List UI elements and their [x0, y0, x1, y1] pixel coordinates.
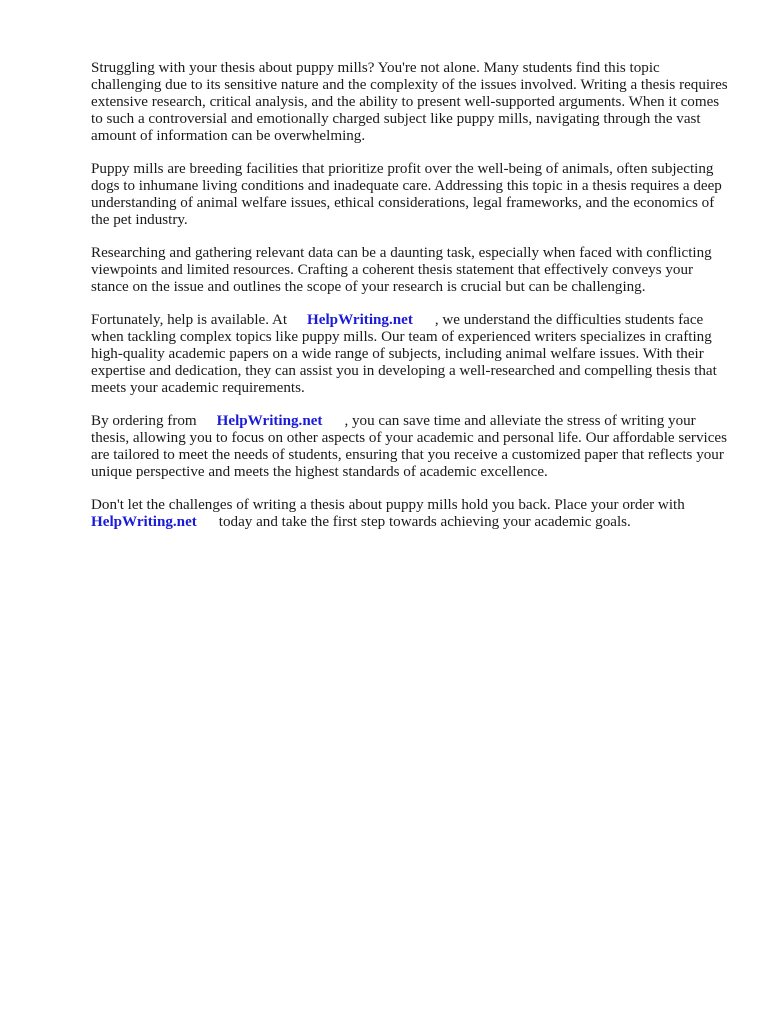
paragraph-closing-text-end: today and take the first step towards achieving your academic goals.	[218, 514, 631, 530]
paragraph-ordering	[91, 413, 731, 481]
paragraph-ordering-text-end: , you can save time and alleviate the stress of writing your thesis, allowing you to focus on other aspects of your academic and personal life. Our affordable services are tailored to meet the needs of students, ensuring that you receive a customized paper that reflects your unique perspective and meets the highest standards of academic excellence.	[91, 413, 727, 480]
helpwriting-link[interactable]: HelpWriting.net	[307, 312, 413, 328]
paragraph-closing-text-start: Don't let the challenges of writing a thesis about puppy mills hold you back. Place your order with	[91, 497, 685, 513]
document-body	[91, 60, 731, 547]
paragraph-help-text-end: , we understand the difficulties students face when tackling complex topics like puppy mills. Our team of experienced writers specializes in crafting high-quality academic papers on a wide range of subjects, including animal welfare issues. With their expertise and dedication, they can assist you in developing a well-researched and compelling thesis that meets your academic requirements.	[91, 312, 717, 396]
helpwriting-link[interactable]: HelpWriting.net	[91, 514, 197, 530]
paragraph-help-text-start: Fortunately, help is available. At	[91, 312, 288, 328]
paragraph-closing	[91, 497, 731, 531]
helpwriting-link[interactable]: HelpWriting.net	[216, 413, 323, 429]
paragraph-ordering-text-start: By ordering from	[91, 413, 197, 429]
paragraph-definition: Puppy mills are breeding facilities that prioritize profit over the well-being of animals, often subjecting dogs to inhumane living conditions and inadequate care. Addressing this topic in a thesis requires a deep understanding of animal welfare issues, ethical considerations, legal frameworks, and the economics of the pet industry.	[91, 161, 722, 228]
paragraph-research: Researching and gathering relevant data can be a daunting task, especially when faced with conflicting viewpoints and limited resources. Crafting a coherent thesis statement that effectively conveys your stance on the issue and outlines the scope of your research is crucial but can be challenging.	[91, 245, 712, 295]
paragraph-intro: Struggling with your thesis about puppy mills? You're not alone. Many students find this topic challenging due to its sensitive nature and the complexity of the issues involved. Writing a thesis requires extensive research, critical analysis, and the ability to present well-supported arguments. When it comes to such a controversial and emotionally charged subject like puppy mills, navigating through the vast amount of information can be overwhelming.	[91, 60, 728, 144]
paragraph-help	[91, 312, 731, 397]
